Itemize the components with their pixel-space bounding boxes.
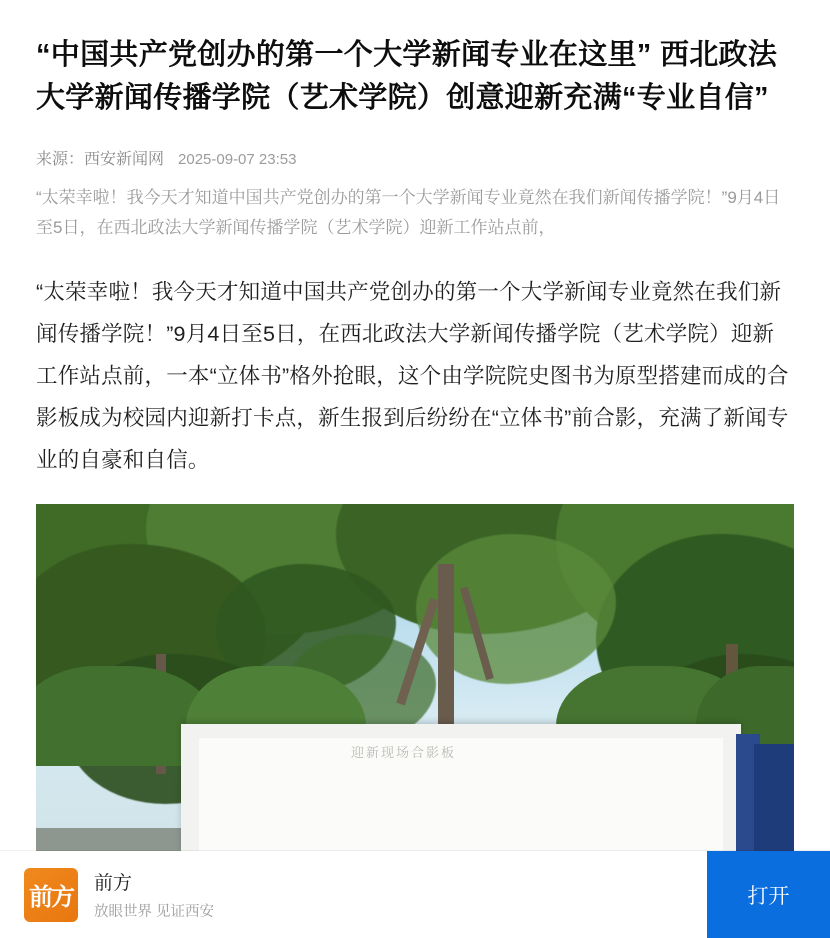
page-title: “中国共产党创办的第一个大学新闻专业在这里” 西北政法大学新闻传播学院（艺术学院）创意迎新充满“专业自信” — [36, 39, 778, 114]
photo-board-edge-secondary — [754, 744, 794, 854]
article-source: 来源：西安新闻网 — [36, 150, 165, 168]
app-download-bar — [0, 851, 830, 938]
photo-board-caption: 迎新现场合影板 — [351, 744, 457, 760]
article-photo — [36, 504, 794, 854]
article-body-paragraph: “太荣幸啦！我今天才知道中国共产党创办的第一个大学新闻专业竟然在我们新闻传播学院！”9月4日至5日，在西北政法大学新闻传播学院（艺术学院）迎新工作站点前，一本“立体书”格外抢眼，这个由学院院史图书为原型搭建而成的合影板成为校园内迎新打卡点，新生报到后纷纷在“立体书”前合影，充满了新闻专业的自豪和自信。 — [36, 280, 789, 472]
open-app-button[interactable]: 打开 — [707, 851, 830, 938]
photo-display-board-inner — [199, 738, 723, 854]
app-logo-icon: 前方 — [24, 868, 78, 922]
article-timestamp: 2025-09-07 23:53 — [178, 150, 297, 168]
app-name: 前方 — [94, 873, 133, 894]
photo-display-board — [181, 724, 741, 854]
article-meta — [36, 146, 794, 169]
app-info — [94, 868, 214, 921]
article-summary: “太荣幸啦！我今天才知道中国共产党创办的第一个大学新闻专业竟然在我们新闻传播学院！”9月4日至5日，在西北政法大学新闻传播学院（艺术学院）迎新工作站点前， — [36, 187, 781, 237]
app-slogan: 放眼世界 见证西安 — [94, 904, 215, 920]
